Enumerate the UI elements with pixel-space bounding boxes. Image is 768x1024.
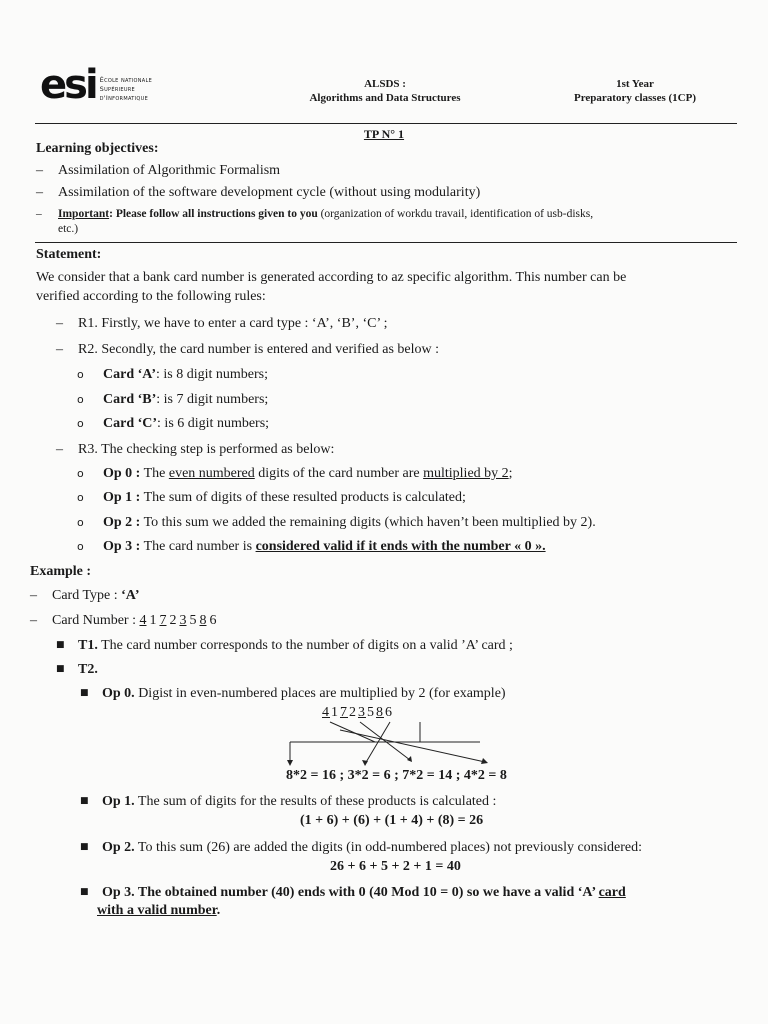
card-digit: 1 (331, 705, 339, 720)
card-digit: 6 (209, 613, 217, 628)
op2-rule: o Op 2 : To this sum we added the remaining digits (which haven’t been multiplied by 2). (77, 515, 596, 530)
example-t1: ■ T1. The card number corresponds to the number of digits on a valid ’A’ card ; (56, 638, 513, 653)
logo-mark: esi (40, 62, 96, 108)
important-note: – Important: Please follow all instructions given to you (organization of workdu travail, identification of usb-disks, (36, 208, 594, 220)
example-op3-tail: with a valid number. (97, 903, 221, 918)
example-card-number: – Card Number : 4 1 7 2 3 5 8 6 (30, 612, 219, 630)
logo-text: École nationale Supérieure d'Informatique (99, 76, 153, 102)
card-digit: 7 (340, 705, 348, 720)
example-heading: Example : (30, 564, 92, 579)
school-logo (40, 62, 153, 108)
card-digit: 3 (358, 705, 366, 720)
op1-formula: (1 + 6) + (6) + (1 + 4) + (8) = 26 (300, 813, 484, 828)
card-digit: 3 (179, 613, 187, 628)
example-op1: ■ Op 1. The sum of digits for the results of these products is calculated : (80, 794, 497, 809)
card-rule-a: o Card ‘A’: is 8 digit numbers; (77, 367, 269, 382)
multiply-arrows (280, 720, 560, 770)
card-rule-b: o Card ‘B’: is 7 digit numbers; (77, 392, 269, 407)
op2-formula: 26 + 6 + 5 + 2 + 1 = 40 (330, 859, 461, 874)
important-note-tail: etc.) (58, 223, 79, 235)
card-digit: 7 (159, 613, 167, 628)
objective-item: – Assimilation of the software development cycle (without using modularity) (36, 185, 481, 200)
statement-heading: Statement: (36, 247, 102, 262)
card-digit: 8 (199, 613, 207, 628)
card-digit: 2 (169, 613, 177, 628)
card-digit: 8 (376, 705, 384, 720)
section-rule (35, 242, 737, 243)
example-op3: ■ Op 3. The obtained number (40) ends with 0 (40 Mod 10 = 0) so we have a valid ‘A’ card (80, 885, 626, 900)
card-digit: 4 (322, 705, 330, 720)
example-op0: ■ Op 0. Digist in even-numbered places are multiplied by 2 (for example) (80, 686, 506, 701)
tp-title: TP N° 1 (363, 127, 405, 141)
rule-r2: – R2. Secondly, the card number is entered and verified as below : (56, 342, 440, 357)
header-rule (35, 123, 737, 124)
card-digit: 1 (149, 613, 157, 628)
card-digit: 2 (349, 705, 357, 720)
rule-r1: – R1. Firstly, we have to enter a card type : ‘A’, ‘B’, ‘C’ ; (56, 316, 388, 331)
card-number-digits (139, 613, 219, 628)
op1-rule: o Op 1 : The sum of digits of these resulted products is calculated; (77, 490, 466, 505)
statement-intro-line2: verified according to the following rules: (36, 289, 266, 304)
objective-item: – Assimilation of Algorithmic Formalism (36, 163, 281, 178)
card-digit: 6 (385, 705, 393, 720)
op0-rule: o Op 0 : The even numbered digits of the card number are multiplied by 2; (77, 466, 513, 481)
statement-intro-line1: We consider that a bank card number is generated according to az specific algorithm. This number can be (36, 270, 627, 285)
card-rule-c: o Card ‘C’: is 6 digit numbers; (77, 416, 270, 431)
course-title: ALSDS : Algorithms and Data Structures (309, 78, 461, 104)
example-card-type: – Card Type : ‘A’ (30, 588, 140, 603)
card-digit: 4 (139, 613, 147, 628)
card-digit: 5 (189, 613, 197, 628)
year-info: 1st Year Preparatory classes (1CP) (574, 78, 696, 104)
op3-rule: o Op 3 : The card number is considered valid if it ends with the number « 0 ». (77, 539, 546, 554)
example-op2: ■ Op 2. To this sum (26) are added the digits (in odd-numbered places) not previously considered: (80, 840, 642, 855)
objectives-heading: Learning objectives: (36, 141, 159, 156)
rule-r3: – R3. The checking step is performed as below: (56, 442, 335, 457)
card-digit: 5 (367, 705, 375, 720)
example-t2: ■ T2. (56, 662, 98, 677)
products-line: 8*2 = 16 ; 3*2 = 6 ; 7*2 = 14 ; 4*2 = 8 (286, 768, 507, 783)
